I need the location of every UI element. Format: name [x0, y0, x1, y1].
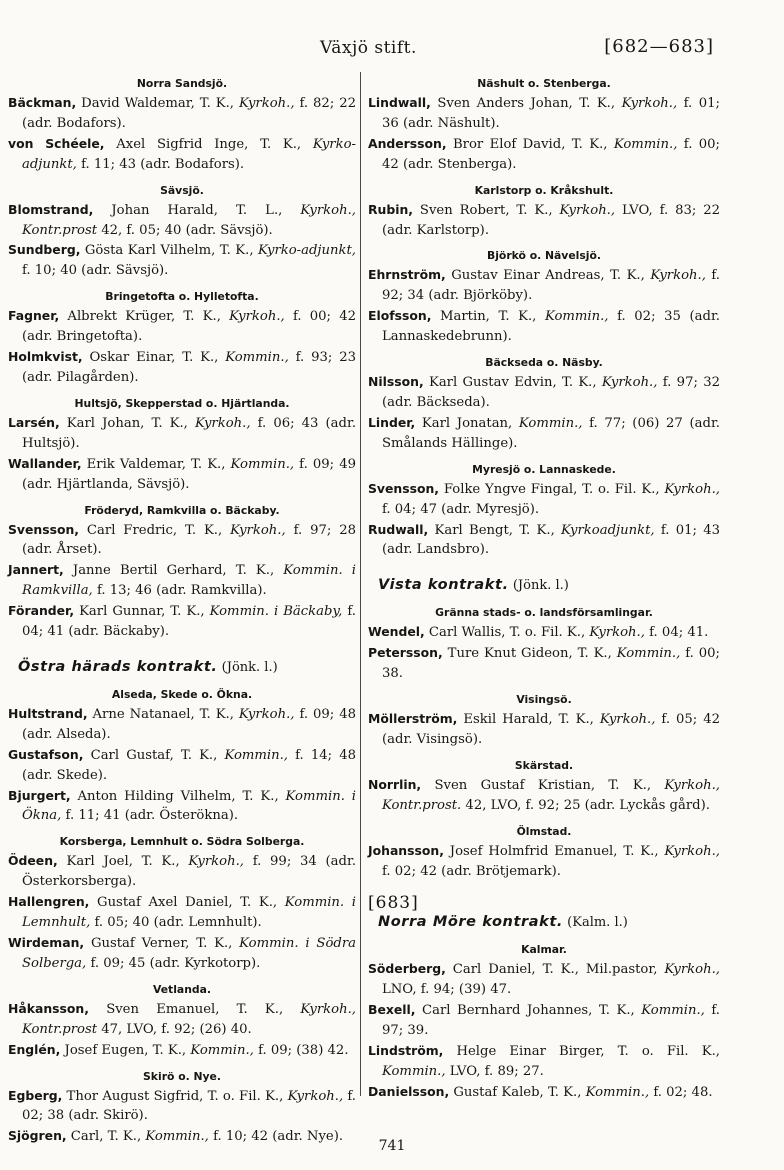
entry-details: f. 09; 45 (adr. Kyrkotorp).: [86, 955, 261, 971]
entry-title: Kyrkoadjunkt,: [561, 522, 655, 538]
entry-details: f. 99; 34 (adr. Österkorsberga).: [22, 854, 357, 890]
entry-title: Kyrkoh.,: [194, 415, 251, 431]
clergy-entry: [8, 851, 356, 892]
entry-title: Kommin.,: [616, 646, 681, 662]
entry-details: f. 00; 42 (adr. Stenberga).: [382, 136, 720, 172]
entry-name: Gustafson,: [8, 746, 84, 762]
entry-title: Kyrko-adjunkt,: [257, 243, 356, 259]
entry-name: Hultstrand,: [8, 705, 88, 721]
entry-text: Carl Gustaf, T. K.,: [83, 747, 225, 763]
clergy-entry: [8, 933, 356, 974]
entry-details: 42, LVO, f. 92; 25 (adr. Lyckås gård).: [461, 797, 710, 813]
clergy-entry: [368, 1082, 720, 1103]
entry-text: Gustaf Kaleb, T. K.,: [449, 1084, 586, 1100]
entry-text: Erik Valdemar, T. K.,: [81, 456, 231, 472]
section-heading: Skirö o. Nye.: [143, 1069, 221, 1083]
entry-title: Kyrkoh., Kontr.prost: [22, 202, 356, 238]
entry-details: f. 93; 23 (adr. Pilagården).: [22, 350, 356, 385]
clergy-entry: [8, 892, 356, 933]
clergy-entry: [368, 134, 720, 175]
entry-text: Gustaf Axel Daniel, T. K.,: [89, 895, 285, 911]
entry-details: f. 02; 35 (adr. Lannaskedebrunn).: [382, 309, 720, 345]
entry-text: Anton Hilding Vilhelm, T. K.,: [70, 788, 286, 804]
entry-text: Ture Knut Gideon, T. K.,: [442, 646, 617, 662]
right-column: [368, 74, 720, 1103]
entry-details: f. 05; 42 (adr. Visingsö).: [382, 712, 721, 747]
entry-details: f. 02; 48.: [649, 1084, 713, 1100]
entry-name: Petersson,: [368, 645, 443, 661]
entry-name: Norrlin,: [368, 776, 422, 792]
entry-title: Kyrkoh.,: [664, 481, 720, 497]
entry-name: Rudwall,: [368, 521, 429, 537]
entry-details: f. 06; 43 (adr. Hultsjö).: [22, 415, 357, 451]
kontrakt-heading: [368, 911, 720, 934]
kontrakt-heading: [368, 574, 720, 597]
entry-title: Kommin. i Ökna,: [22, 788, 356, 824]
entry-name: Wendel,: [368, 624, 425, 640]
entry-details: 42, f. 05; 40 (adr. Sävsjö).: [97, 222, 273, 238]
entry-text: Sven Gustaf Kristian, T. K.,: [421, 777, 665, 793]
entry-details: f. 00; 38.: [382, 646, 720, 682]
kontrakt-name: Vista kontrakt.: [378, 577, 509, 594]
entry-title: Kommin. i Bäckaby,: [209, 604, 343, 620]
kontrakt-name: Norra Möre kontrakt.: [378, 914, 564, 931]
kontrakt-heading: [8, 656, 356, 679]
clergy-entry: [368, 622, 720, 643]
entry-title: Kommin.,: [544, 309, 609, 325]
entry-name: Danielsson,: [368, 1083, 450, 1099]
section-heading: Gränna stads- o. landsförsamlingar.: [435, 606, 653, 620]
entry-text: Karl Johan, T. K.,: [59, 415, 195, 431]
section-heading: Alseda, Skede o. Ökna.: [111, 687, 253, 701]
entry-title: Kyrkoh., Kontr.prost: [22, 1001, 356, 1037]
entry-text: Karl Gustav Edvin, T. K.,: [423, 375, 602, 391]
entry-details: f. 01; 36 (adr. Näshult).: [382, 96, 720, 131]
entry-title: Kommin.,: [585, 1084, 650, 1100]
entry-name: Söderberg,: [368, 961, 446, 977]
kontrakt-region: (Jönk. l.): [508, 578, 569, 594]
page-number: 741: [378, 1138, 406, 1154]
entry-text: Thor August Sigfrid, T. o. Fil. K.,: [62, 1088, 288, 1104]
clergy-entry: [368, 709, 720, 750]
entry-title: Kommin.,: [225, 350, 289, 366]
entry-text: Karl Joel, T. K.,: [57, 854, 189, 870]
entry-title: Kyrkoh.,: [589, 625, 645, 641]
entry-name: Nilsson,: [368, 374, 424, 390]
entry-title: Kommin.,: [613, 136, 678, 152]
section-heading: Fröderyd, Ramkvilla o. Bäckaby.: [84, 503, 280, 517]
clergy-entry: [368, 1041, 720, 1082]
clergy-entry: [8, 93, 356, 134]
clergy-entry: [368, 413, 720, 454]
entry-name: Wallander,: [8, 455, 82, 471]
entry-details: f. 02; 38 (adr. Skirö).: [22, 1088, 356, 1124]
entry-name: Jannert,: [8, 562, 64, 578]
entry-details: f. 97; 28 (adr. Årset).: [22, 522, 356, 558]
entry-text: Janne Bertil Gerhard, T. K.,: [63, 563, 284, 579]
entry-details: f. 82; 22 (adr. Bodafors).: [22, 96, 356, 131]
entry-details: f. 14; 48 (adr. Skede).: [22, 747, 357, 783]
entry-details: f. 00; 42 (adr. Bringetofta).: [22, 309, 356, 345]
entry-name: Hallengren,: [8, 894, 90, 910]
clergy-entry: [368, 841, 720, 882]
entry-name: Larsén,: [8, 414, 60, 430]
clergy-entry: [8, 1040, 356, 1061]
entry-text: Eskil Harald, T. K.,: [457, 712, 600, 728]
section-heading: Karlstorp o. Kråkshult.: [474, 183, 614, 197]
kontrakt-region: (Jönk. l.): [217, 659, 278, 675]
entry-details: f. 09; (38) 42.: [253, 1042, 349, 1058]
entry-text: Josef Eugen, T. K.,: [60, 1042, 191, 1058]
clergy-entry: [8, 413, 356, 454]
entry-details: f. 11; 41 (adr. Österökna).: [61, 808, 239, 824]
entry-text: Sven Robert, T. K.,: [413, 202, 560, 218]
entry-title: Kyrkoh.,: [664, 843, 720, 859]
entry-text: Oskar Einar, T. K.,: [82, 350, 226, 366]
clergy-entry: [8, 745, 356, 786]
entry-details: f. 09; 49 (adr. Hjärtlanda, Sävsjö).: [22, 456, 356, 492]
clergy-entry: [8, 306, 356, 347]
entry-title: Kommin.,: [382, 1064, 446, 1079]
entry-text: Helge Einar Birger, T. o. Fil. K.,: [443, 1044, 720, 1060]
clergy-entry: [8, 520, 356, 561]
page-title: Växjö stift.: [320, 38, 417, 58]
entry-name: Holmkvist,: [8, 349, 83, 365]
entry-title: Kommin. i Lemnhult,: [22, 895, 356, 931]
clergy-entry: [368, 200, 720, 241]
entry-title: Kommin.,: [518, 415, 583, 431]
entry-name: Blomstrand,: [8, 201, 94, 217]
section-heading: Björkö o. Nävelsjö.: [486, 249, 602, 263]
entry-name: Svensson,: [368, 480, 440, 496]
entry-name: Ödeen,: [8, 853, 58, 869]
clergy-entry: [368, 959, 720, 1000]
page-marker: [683]: [368, 893, 419, 914]
entry-name: Wirdeman,: [8, 935, 85, 950]
entry-name: Andersson,: [368, 135, 447, 151]
left-column: [8, 74, 356, 1147]
entry-text: Axel Sigfrid Inge, T. K.,: [104, 136, 313, 152]
page-range: [682—683]: [604, 36, 714, 57]
entry-name: Bexell,: [368, 1002, 416, 1018]
entry-title: Kyrkoh.,: [601, 375, 658, 391]
entry-details: f. 10; 42 (adr. Nye).: [208, 1129, 344, 1145]
entry-details: f. 11; 43 (adr. Bodafors).: [76, 156, 245, 172]
clergy-entry: [368, 265, 720, 306]
entry-text: Johan Harald, T. L.,: [93, 202, 301, 218]
entry-title: Kyrkoh.,: [238, 706, 295, 722]
entry-text: Sven Anders Johan, T. K.,: [430, 96, 622, 111]
entry-title: Kommin.,: [230, 456, 295, 472]
entry-details: f. 04; 41.: [644, 625, 709, 641]
entry-text: Karl Jonatan,: [415, 415, 519, 431]
clergy-entry: [8, 134, 356, 175]
section-heading: Skärstad.: [514, 758, 574, 772]
clergy-entry: [8, 200, 356, 241]
entry-title: Kommin.,: [224, 747, 288, 763]
entry-details: f. 04; 41 (adr. Bäckaby).: [22, 604, 357, 640]
clergy-entry: [368, 1000, 720, 1041]
clergy-entry: [8, 601, 356, 642]
entry-text: Arne Natanael, T. K.,: [87, 706, 239, 722]
clergy-entry: [8, 240, 356, 281]
entry-details: f. 97; 32 (adr. Bäckseda).: [382, 375, 720, 410]
section-heading: Bäckseda o. Näsby.: [485, 356, 603, 370]
entry-text: Gustav Einar Andreas, T. K.,: [445, 268, 651, 284]
entry-details: 47, LVO, f. 92; (26) 40.: [97, 1021, 252, 1037]
section-heading: Näshult o. Stenberga.: [477, 77, 611, 90]
entry-text: Josef Holmfrid Emanuel, T. K.,: [443, 843, 665, 859]
entry-title: Kommin.,: [190, 1042, 254, 1058]
clergy-entry: [8, 454, 356, 495]
clergy-entry: [8, 704, 356, 745]
section-heading: Sävsjö.: [160, 183, 204, 197]
column-divider: [360, 72, 361, 1096]
section-heading: Korsberga, Lemnhult o. Södra Solberga.: [59, 835, 305, 849]
section-heading: Bringetofta o. Hylletofta.: [105, 290, 259, 304]
clergy-entry: [368, 372, 720, 413]
entry-text: Karl Bengt, T. K.,: [428, 522, 562, 538]
entry-title: Kyrkoh., Kontr.prost.: [382, 777, 720, 813]
entry-details: f. 97; 39.: [382, 1003, 721, 1039]
entry-text: Carl Fredric, T. K.,: [79, 522, 231, 538]
entry-details: f. 77; (06) 27 (adr. Smålands Hällinge).: [382, 415, 720, 451]
entry-title: Kyrkoh.,: [230, 522, 286, 538]
entry-name: Sjögren,: [8, 1128, 67, 1144]
entry-text: Sven Emanuel, T. K.,: [88, 1001, 301, 1017]
page-header: [0, 34, 784, 64]
entry-title: Kommin. i Ramkvilla,: [22, 563, 356, 599]
entry-details: f. 92; 34 (adr. Björköby).: [382, 268, 720, 304]
clergy-entry: [8, 1086, 356, 1127]
entry-name: Lindström,: [368, 1043, 444, 1059]
entry-title: Kyrkoh.,: [287, 1088, 344, 1104]
clergy-entry: [368, 775, 720, 816]
clergy-entry: [8, 560, 356, 601]
entry-title: Kyrkoh.,: [621, 96, 678, 111]
entry-name: Lindwall,: [368, 95, 431, 110]
entry-title: Kyrkoh.,: [559, 202, 616, 218]
entry-name: Bjurgert,: [8, 787, 71, 803]
entry-details: LNO, f. 94; (39) 47.: [382, 982, 512, 998]
entry-name: Förander,: [8, 603, 75, 619]
entry-details: f. 02; 42 (adr. Brötjemark).: [382, 863, 561, 879]
clergy-entry: [368, 93, 720, 134]
entry-title: Kommin. i Södra Solberga,: [22, 936, 356, 971]
entry-details: f. 10; 40 (adr. Sävsjö).: [22, 263, 169, 279]
entry-title: Kyrkoh.,: [650, 268, 706, 284]
entry-name: Fagner,: [8, 308, 60, 324]
clergy-entry: [368, 479, 720, 520]
section-heading: Ölmstad.: [516, 824, 572, 838]
clergy-entry: [8, 999, 356, 1040]
entry-details: f. 09; 48 (adr. Alseda).: [22, 706, 356, 742]
entry-title: Kyrkoh.,: [664, 962, 720, 978]
entry-text: Carl, T. K.,: [66, 1129, 146, 1145]
entry-title: Kyrko-adjunkt,: [22, 136, 356, 172]
clergy-entry: [368, 306, 720, 347]
entry-name: Rubin,: [368, 201, 414, 217]
entry-title: Kommin.,: [145, 1129, 209, 1145]
entry-name: Linder,: [368, 414, 416, 430]
entry-name: Bäckman,: [8, 95, 77, 110]
entry-details: f. 05; 40 (adr. Lemnhult).: [90, 915, 262, 931]
entry-text: Carl Bernhard Johannes, T. K.,: [415, 1003, 642, 1019]
entry-text: Bror Elof David, T. K.,: [446, 136, 614, 152]
entry-title: Kyrkoh.,: [229, 309, 285, 325]
section-heading: Myresjö o. Lannaskede.: [472, 462, 616, 476]
entry-title: Kommin.,: [641, 1003, 705, 1019]
entry-name: Egberg,: [8, 1087, 63, 1103]
entry-name: Elofsson,: [368, 308, 432, 324]
entry-title: Kyrkoh.,: [238, 96, 295, 111]
kontrakt-name: Östra härads kontrakt.: [18, 658, 218, 675]
entry-details: f. 04; 47 (adr. Myresjö).: [382, 501, 540, 517]
clergy-entry: [8, 786, 356, 827]
kontrakt-region: (Kalm. l.): [563, 915, 628, 931]
entry-text: Gösta Karl Vilhelm, T. K.,: [80, 243, 258, 259]
section-heading: Norra Sandsjö.: [136, 77, 228, 90]
section-heading: Visingsö.: [516, 693, 572, 707]
entry-text: Folke Yngve Fingal, T. o. Fil. K.,: [439, 481, 665, 497]
entry-name: von Schéele,: [8, 135, 105, 151]
entry-name: Johansson,: [368, 842, 444, 858]
clergy-entry: [368, 520, 720, 561]
entry-details: f. 01; 43 (adr. Landsbro).: [382, 522, 720, 558]
entry-details: LVO, f. 89; 27.: [445, 1064, 544, 1079]
entry-name: Svensson,: [8, 521, 80, 537]
section-heading: Hultsjö, Skepperstad o. Hjärtlanda.: [74, 396, 290, 410]
section-heading: Kalmar.: [521, 943, 567, 957]
entry-text: Carl Wallis, T. o. Fil. K.,: [424, 625, 590, 641]
entry-details: LVO, f. 83; 22 (adr. Karlstorp).: [382, 202, 720, 238]
entry-name: Ehrnström,: [368, 267, 446, 283]
entry-text: Albrekt Krüger, T. K.,: [59, 309, 230, 325]
entry-text: David Waldemar, T. K.,: [76, 96, 239, 111]
entry-text: Martin, T. K.,: [431, 309, 545, 325]
entry-title: Kyrkoh.,: [188, 854, 244, 870]
entry-text: Gustaf Verner, T. K.,: [84, 936, 240, 951]
clergy-entry: [8, 347, 356, 388]
entry-text: Karl Gunnar, T. K.,: [74, 604, 210, 620]
entry-name: Sundberg,: [8, 242, 81, 258]
entry-name: Möllerström,: [368, 711, 458, 727]
entry-details: f. 13; 46 (adr. Ramkvilla).: [92, 583, 267, 599]
entry-text: Carl Daniel, T. K., Mil.pastor,: [445, 962, 665, 978]
entry-name: Håkansson,: [8, 1000, 89, 1016]
entry-title: Kyrkoh.,: [599, 712, 656, 728]
clergy-entry: [368, 643, 720, 684]
entry-name: Englén,: [8, 1041, 61, 1057]
section-heading: Vetlanda.: [152, 982, 212, 996]
